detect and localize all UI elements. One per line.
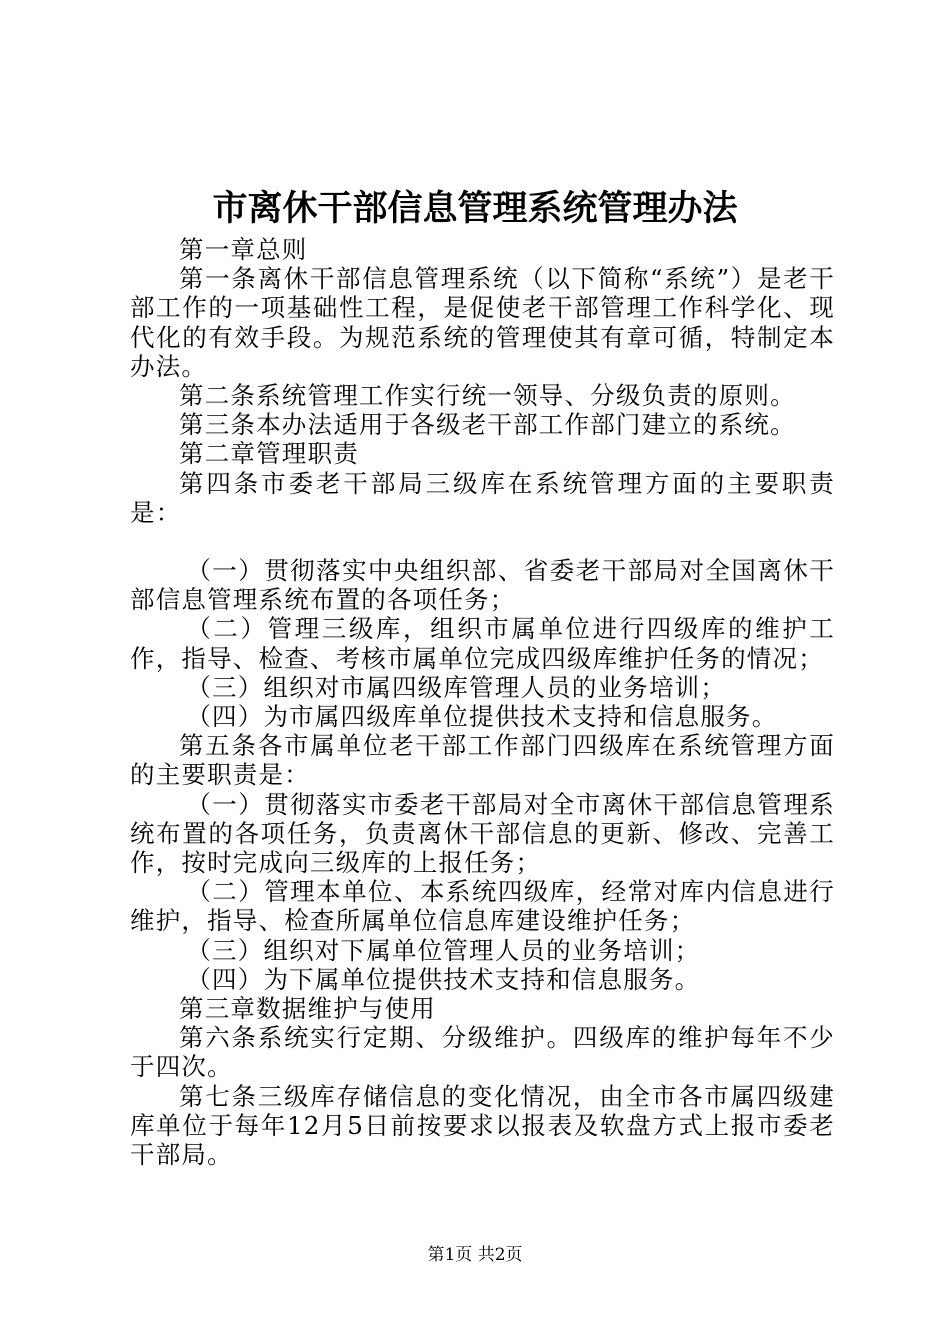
article-5-item-1: （一）贯彻落实市委老干部局对全市离休干部信息管理系统布置的各项任务，负责离休干部信息的更新、修改、完善工作，按时完成向三级库的上报任务；	[130, 789, 835, 878]
article-7: 第七条三级库存储信息的变化情况，由全市各市属四级建库单位于每年12月5日前按要求以报表及软盘方式上报市委老干部局。	[130, 1081, 835, 1170]
article-5: 第五条各市属单位老干部工作部门四级库在系统管理方面的主要职责是：	[130, 731, 835, 790]
article-2: 第二条系统管理工作实行统一领导、分级负责的原则。	[179, 381, 796, 411]
article-6: 第六条系统实行定期、分级维护。四级库的维护每年不少于四次。	[130, 1023, 835, 1082]
document-title: 市离休干部信息管理系统管理办法	[212, 188, 738, 229]
article-5-item-4: （四）为下属单位提供技术支持和信息服务。	[186, 964, 701, 994]
article-5-item-3: （三）组织对下属单位管理人员的业务培训；	[186, 935, 701, 965]
article-4-item-3: （三）组织对市属四级库管理人员的业务培训；	[186, 672, 727, 702]
article-3: 第三条本办法适用于各级老干部工作部门建立的系统。	[179, 410, 796, 440]
article-4-item-2: （二）管理三级库，组织市属单位进行四级库的维护工作，指导、检查、考核市属单位完成四级库维护任务的情况；	[130, 614, 835, 673]
article-1: 第一条离休干部信息管理系统（以下简称“系统”）是老干部工作的一项基础性工程，是促使老干部管理工作科学化、现代化的有效手段。为规范系统的管理使其有章可循，特制定本办法。	[130, 264, 835, 381]
document-body	[130, 235, 835, 1169]
article-4-item-4: （四）为市属四级库单位提供技术支持和信息服务。	[186, 702, 778, 732]
chapter-heading-3: 第三章数据维护与使用	[179, 994, 436, 1024]
page-number-footer: 第1页 共2页	[427, 1245, 523, 1265]
article-5-item-2: （二）管理本单位、本系统四级库，经常对库内信息进行维护，指导、检查所属单位信息库建设维护任务；	[130, 877, 835, 936]
chapter-heading-1: 第一章总则	[179, 235, 308, 264]
article-4-item-1: （一）贯彻落实中央组织部、省委老干部局对全国离休干部信息管理系统布置的各项任务；	[130, 556, 835, 615]
article-4: 第四条市委老干部局三级库在系统管理方面的主要职责是：	[130, 468, 835, 527]
chapter-heading-2: 第二章管理职责	[179, 439, 359, 469]
